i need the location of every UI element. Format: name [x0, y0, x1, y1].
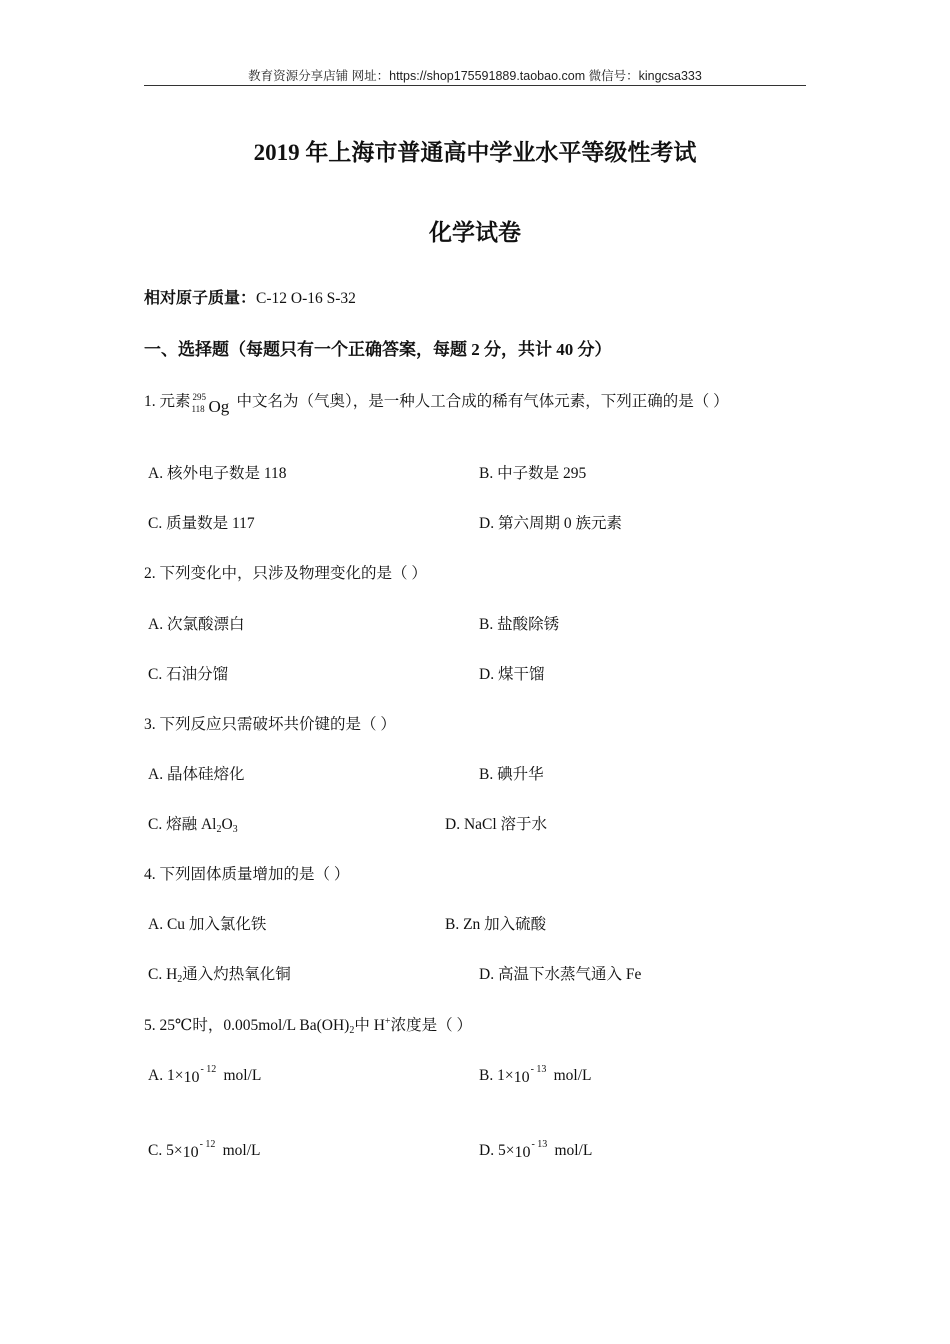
q5-b-prefix: B. 1× [479, 1067, 514, 1084]
question-5-stem [144, 1013, 472, 1036]
q5-option-d [479, 1139, 592, 1160]
q5-b-base: 10 [513, 1069, 530, 1086]
q5-a-prefix: A. 1× [148, 1067, 184, 1084]
q5-d-power [514, 1139, 554, 1161]
q5-b-unit: mol/L [553, 1067, 592, 1084]
q5-option-a [148, 1064, 261, 1085]
atomic-mass-label: 相对原子质量： [144, 290, 257, 307]
q5-stem-sup: + [384, 1016, 391, 1027]
q4-option-b: B. Zn 加入硫酸 [445, 916, 547, 933]
q4-option-c [148, 962, 291, 985]
q5-stem-c: 浓度是（ ） [390, 1017, 472, 1034]
q1-stem-after: 中文名为（气奥），是一种人工合成的稀有气体元素，下列正确的是（ ） [236, 393, 729, 410]
q5-c-power [182, 1139, 223, 1161]
q5-c-exp: - 12 [199, 1139, 216, 1150]
q3-option-d: D. NaCl 溶于水 [445, 816, 548, 833]
q3-option-b: B. 碘升华 [479, 766, 544, 783]
q1-stem-before: 1. 元素 [144, 393, 191, 410]
q1-option-d: D. 第六周期 0 族元素 [479, 515, 622, 532]
question-2-stem: 2. 下列变化中，只涉及物理变化的是（ ） [144, 565, 427, 582]
q5-c-prefix: C. 5× [148, 1142, 183, 1159]
q5-option-b [479, 1064, 591, 1085]
q2-option-b: B. 盐酸除锈 [479, 616, 560, 633]
nuclide-symbol: Og [208, 397, 230, 416]
q3-c-sub1: 2 [216, 824, 222, 835]
q5-stem-b: 中 H [354, 1017, 385, 1034]
q5-c-base: 10 [182, 1144, 199, 1161]
q3-c-sub2: 3 [232, 824, 238, 835]
q5-stem-sub: 2 [349, 1025, 355, 1036]
page-header: 教育资源分享店铺 网址：https://shop175591889.taobao.com 微信号：kingcsa333 [248, 69, 702, 83]
q5-a-power [183, 1064, 223, 1086]
q3-option-c [148, 812, 238, 835]
q4-option-d: D. 高温下水蒸气通入 Fe [479, 966, 642, 983]
q4-option-a: A. Cu 加入氯化铁 [148, 916, 267, 933]
page-title: 2019 年上海市普通高中学业水平等级性考试 [253, 140, 697, 165]
section-heading: 一、选择题（每题只有一个正确答案，每题 2 分，共计 40 分） [144, 340, 612, 359]
q5-a-exp: - 12 [200, 1064, 217, 1075]
page-subtitle: 化学试卷 [429, 220, 521, 245]
q5-option-c [148, 1139, 260, 1160]
q5-a-base: 10 [183, 1069, 200, 1086]
q1-option-b: B. 中子数是 295 [479, 465, 587, 482]
q3-c-mid: O [221, 816, 233, 833]
nuclide-atomic-number: 118 [191, 404, 205, 414]
q4-c-sub: 2 [177, 974, 183, 985]
atomic-mass-values: C-12 O-16 S-32 [256, 290, 356, 307]
nuclide-notation [191, 394, 237, 414]
q4-c-prefix: C. H [148, 966, 178, 983]
q1-option-c: C. 质量数是 117 [148, 515, 255, 532]
q5-b-exp: - 13 [530, 1064, 547, 1075]
nuclide-mass: 295 [192, 392, 207, 402]
question-3-stem: 3. 下列反应只需破坏共价键的是（ ） [144, 716, 396, 733]
q5-d-prefix: D. 5× [479, 1142, 515, 1159]
question-4-stem: 4. 下列固体质量增加的是（ ） [144, 866, 350, 883]
q2-option-d: D. 煤干馏 [479, 666, 545, 683]
q4-c-suffix: 通入灼热氧化铜 [182, 966, 291, 983]
q5-c-unit: mol/L [222, 1142, 261, 1159]
q5-a-unit: mol/L [223, 1067, 262, 1084]
q2-option-a: A. 次氯酸漂白 [148, 616, 245, 633]
q5-d-unit: mol/L [554, 1142, 593, 1159]
atomic-mass-line [144, 285, 356, 308]
q5-d-exp: - 13 [531, 1139, 548, 1150]
header-divider [144, 85, 806, 86]
q5-b-power [513, 1064, 554, 1086]
q2-option-c: C. 石油分馏 [148, 666, 229, 683]
question-1-stem [144, 389, 729, 414]
q3-c-prefix: C. 熔融 Al [148, 816, 217, 833]
q1-option-a: A. 核外电子数是 118 [148, 465, 287, 482]
q3-option-a: A. 晶体硅熔化 [148, 766, 245, 783]
q5-stem-a: 5. 25℃时，0.005mol/L Ba(OH) [144, 1017, 350, 1034]
q5-d-base: 10 [514, 1144, 531, 1161]
